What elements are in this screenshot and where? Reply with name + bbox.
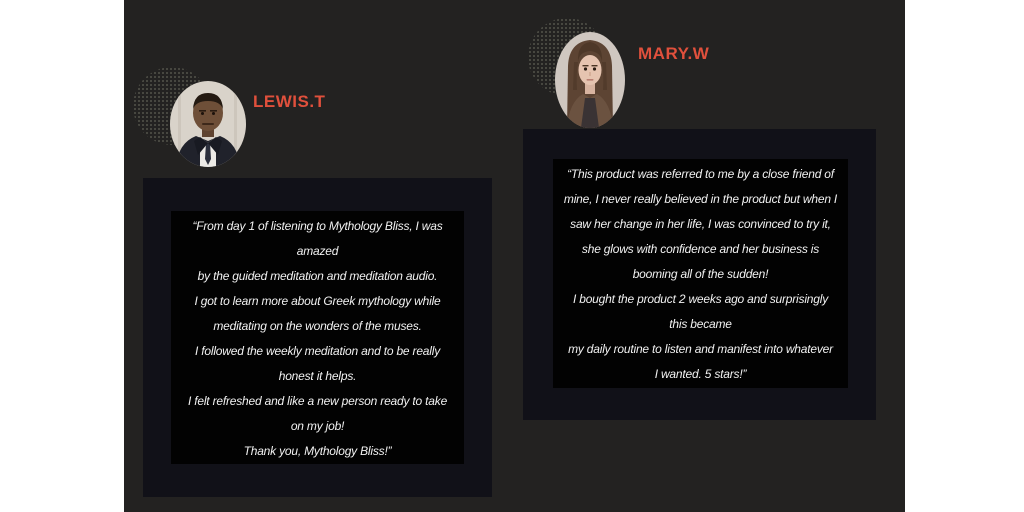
quote-line: mine, I never really believed in the product but when I xyxy=(563,192,838,206)
quote-line: amazed xyxy=(296,244,339,258)
quote-line: honest it helps. xyxy=(278,369,357,383)
testimonial-card-lewis xyxy=(143,178,492,497)
quote-line: by the guided meditation and meditation audio. xyxy=(197,269,438,283)
quote-line: I bought the product 2 weeks ago and surprisingly xyxy=(572,292,829,306)
quote-line: she glows with confidence and her business is xyxy=(581,242,820,256)
lewis-avatar xyxy=(170,81,246,167)
testimonial-quote-lewis xyxy=(171,211,464,464)
quote-line: meditating on the wonders of the muses. xyxy=(213,319,422,333)
quote-line: I got to learn more about Greek mythology while xyxy=(194,294,441,308)
quote-line: booming all of the sudden! xyxy=(632,267,769,281)
quote-line: “From day 1 of listening to Mythology Bliss, I was xyxy=(192,219,443,233)
quote-line: saw her change in her life, I was convinced to try it, xyxy=(570,217,831,231)
quote-line: this became xyxy=(669,317,732,331)
testimonial-card-mary xyxy=(523,129,876,420)
quote-line: I wanted. 5 stars!” xyxy=(654,367,747,381)
quote-line: I felt refreshed and like a new person ready to take xyxy=(187,394,448,408)
testimonial-author-name: MARY.W xyxy=(638,44,710,63)
man-in-suit-photo-icon xyxy=(170,81,246,167)
testimonial-author-name: LEWIS.T xyxy=(253,92,326,111)
mary-avatar xyxy=(555,32,625,128)
quote-line: “This product was referred to me by a close friend of xyxy=(567,167,834,181)
quote-line: I followed the weekly meditation and to be really xyxy=(194,344,440,358)
quote-line: Thank you, Mythology Bliss!” xyxy=(243,444,392,458)
testimonial-quote-mary xyxy=(553,159,848,388)
quote-line: my daily routine to listen and manifest into whatever xyxy=(568,342,833,356)
young-woman-photo-icon xyxy=(555,32,625,128)
testimonials-section xyxy=(124,0,905,512)
quote-line: on my job! xyxy=(290,419,345,433)
